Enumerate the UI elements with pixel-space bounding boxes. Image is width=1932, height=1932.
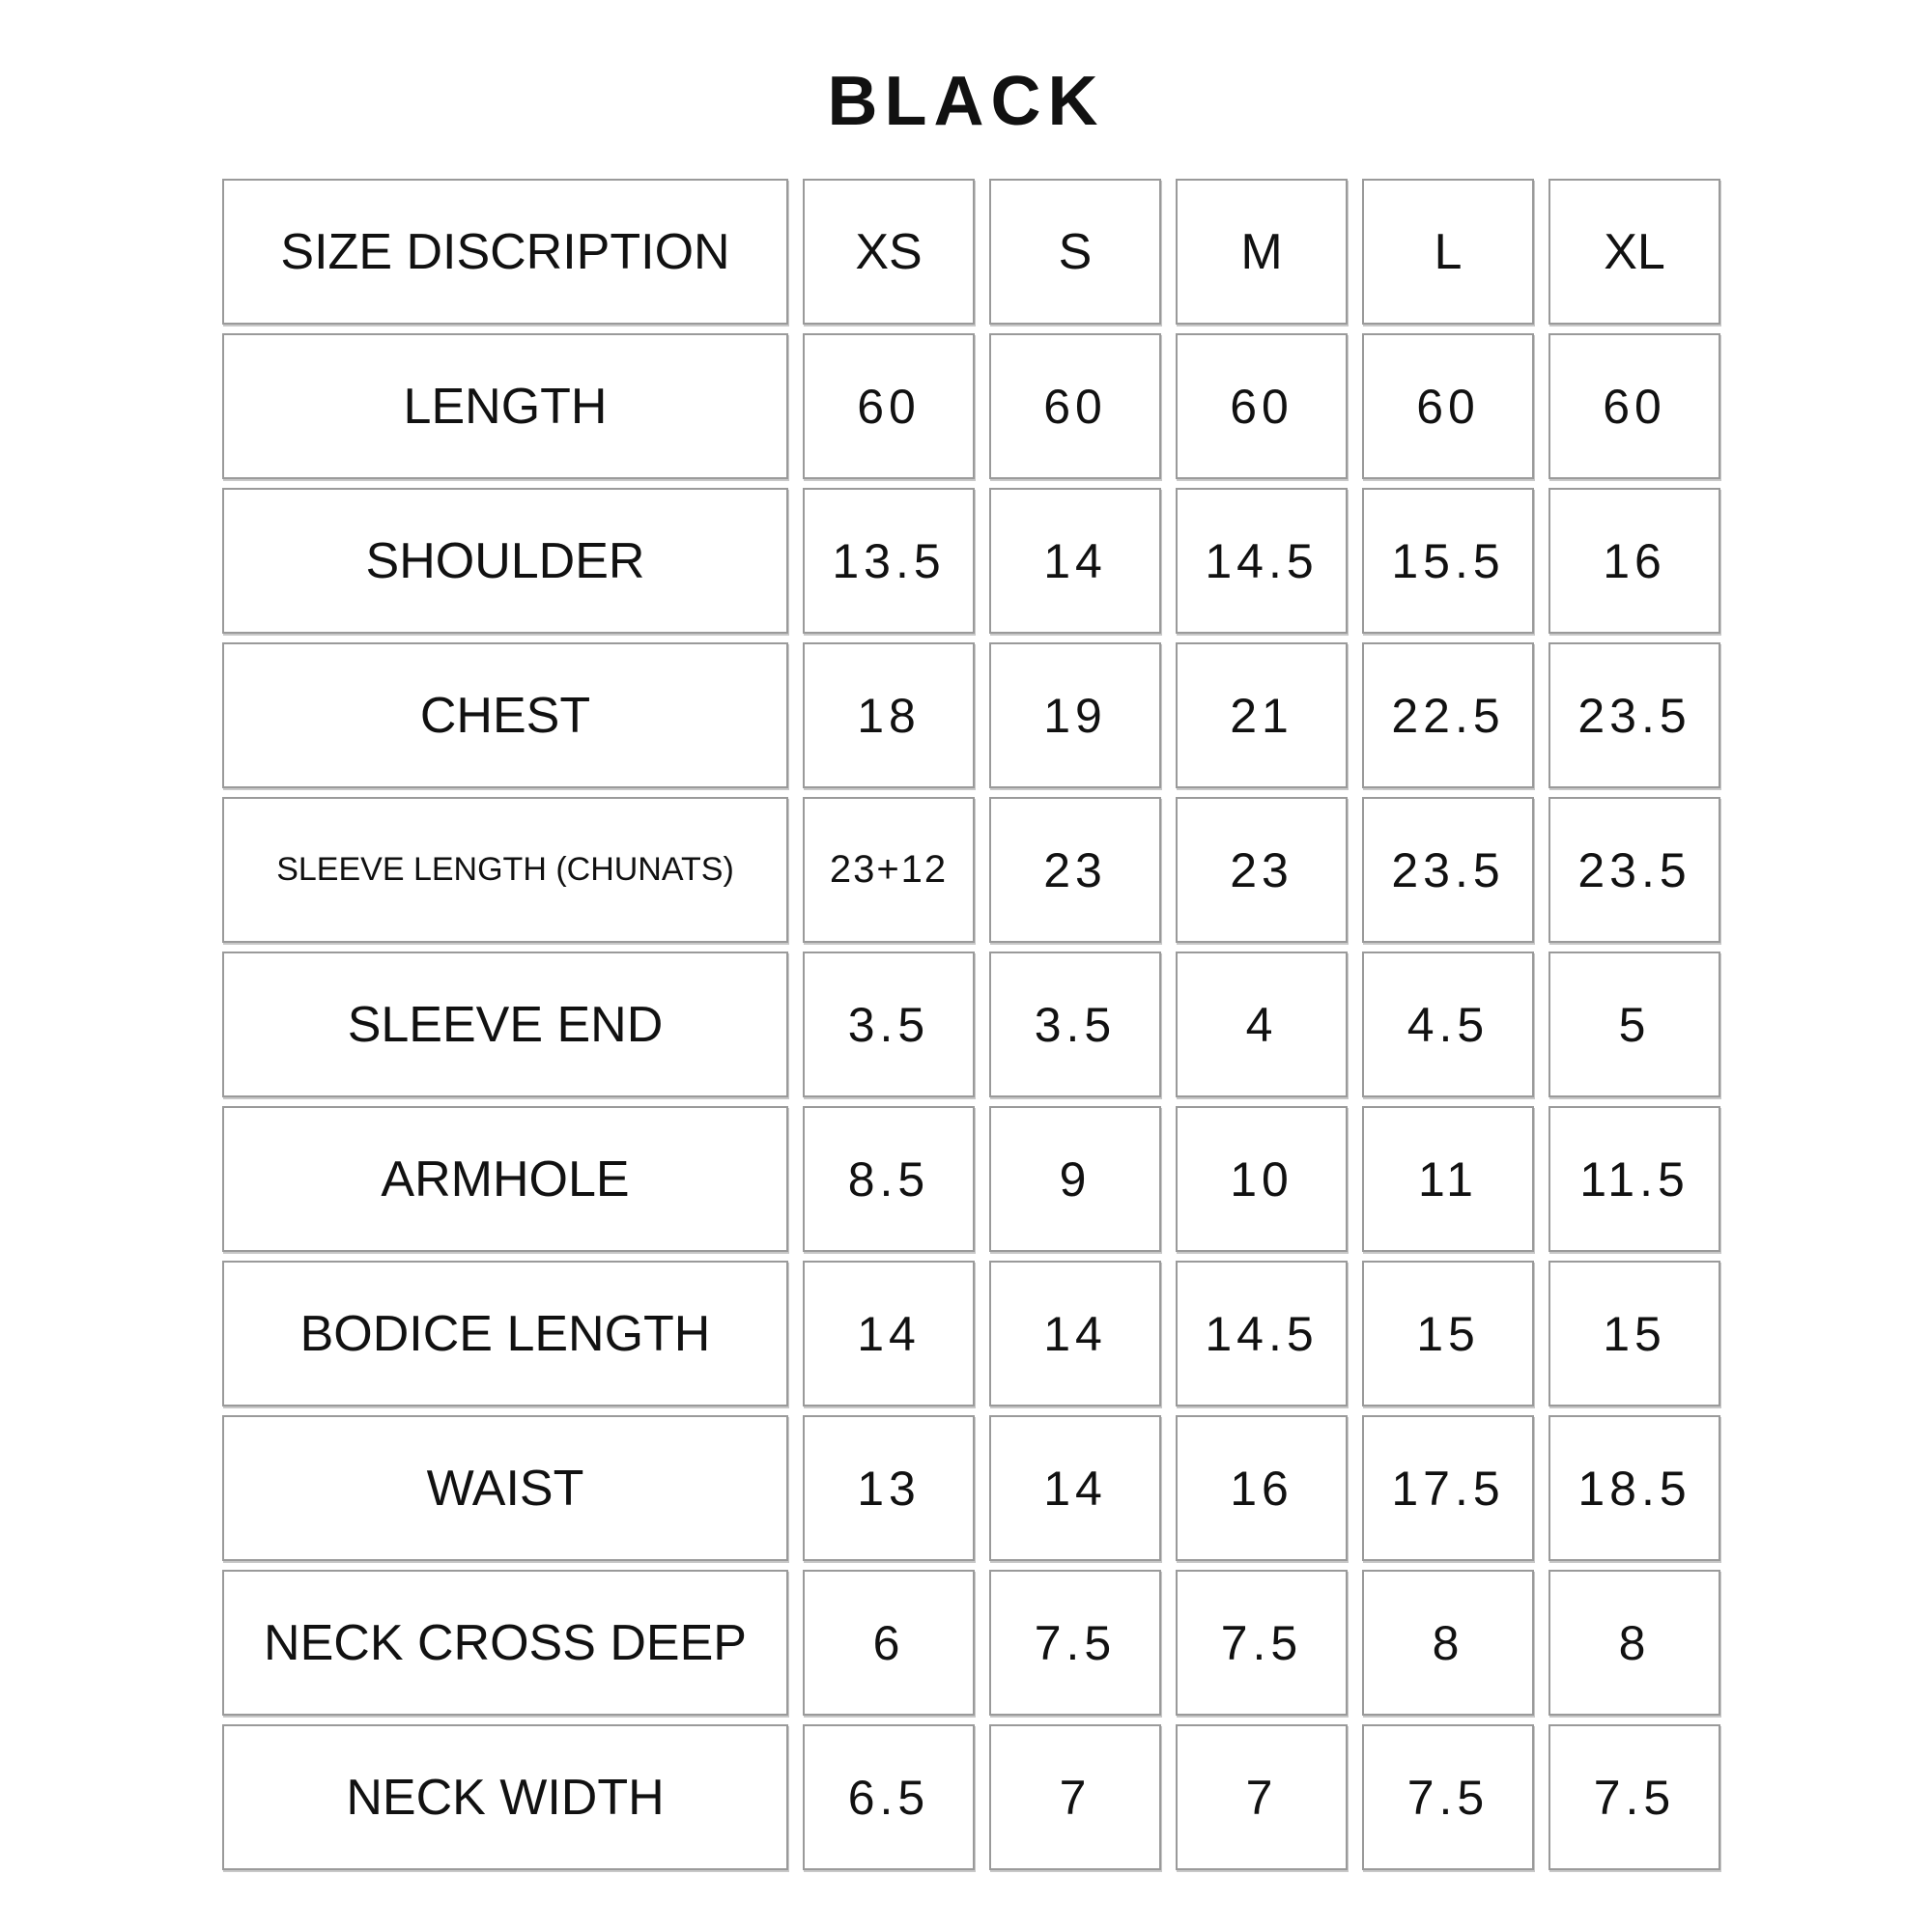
value-cell: 7.5 — [1176, 1570, 1348, 1716]
value-cell: 15.5 — [1362, 488, 1534, 634]
value-cell: 21 — [1176, 642, 1348, 788]
value-cell: 18 — [803, 642, 975, 788]
row-label-length: LENGTH — [222, 333, 788, 479]
row-label-chest: CHEST — [222, 642, 788, 788]
header-size-l: L — [1362, 179, 1534, 325]
value-cell: 14 — [989, 1261, 1161, 1406]
value-cell: 7.5 — [1362, 1724, 1534, 1870]
value-cell: 15 — [1362, 1261, 1534, 1406]
value-cell: 14.5 — [1176, 1261, 1348, 1406]
row-label-neck-cross-deep: NECK CROSS DEEP — [222, 1570, 788, 1716]
value-cell: 5 — [1548, 952, 1720, 1097]
value-cell: 3.5 — [989, 952, 1161, 1097]
value-cell: 22.5 — [1362, 642, 1534, 788]
value-cell: 11.5 — [1548, 1106, 1720, 1252]
value-cell: 23 — [989, 797, 1161, 943]
value-cell: 13.5 — [803, 488, 975, 634]
value-cell: 23+12 — [803, 797, 975, 943]
value-cell: 60 — [1176, 333, 1348, 479]
row-label-armhole: ARMHOLE — [222, 1106, 788, 1252]
value-cell: 16 — [1548, 488, 1720, 634]
value-cell: 6 — [803, 1570, 975, 1716]
value-cell: 19 — [989, 642, 1161, 788]
row-label-shoulder: SHOULDER — [222, 488, 788, 634]
header-size-xl: XL — [1548, 179, 1720, 325]
value-cell: 23 — [1176, 797, 1348, 943]
value-cell: 60 — [803, 333, 975, 479]
value-cell: 17.5 — [1362, 1415, 1534, 1561]
value-cell: 60 — [1548, 333, 1720, 479]
value-cell: 8.5 — [803, 1106, 975, 1252]
value-cell: 4.5 — [1362, 952, 1534, 1097]
value-cell: 7.5 — [1548, 1724, 1720, 1870]
value-cell: 23.5 — [1548, 642, 1720, 788]
value-cell: 13 — [803, 1415, 975, 1561]
value-cell: 23.5 — [1362, 797, 1534, 943]
value-cell: 23.5 — [1548, 797, 1720, 943]
value-cell: 14 — [803, 1261, 975, 1406]
row-label-sleeve-end: SLEEVE END — [222, 952, 788, 1097]
value-cell: 6.5 — [803, 1724, 975, 1870]
value-cell: 9 — [989, 1106, 1161, 1252]
value-cell: 60 — [1362, 333, 1534, 479]
row-label-neck-width: NECK WIDTH — [222, 1724, 788, 1870]
value-cell: 8 — [1362, 1570, 1534, 1716]
header-size-m: M — [1176, 179, 1348, 325]
value-cell: 14 — [989, 488, 1161, 634]
row-label-sleeve-length: SLEEVE LENGTH (CHUNATS) — [222, 797, 788, 943]
value-cell: 8 — [1548, 1570, 1720, 1716]
value-cell: 16 — [1176, 1415, 1348, 1561]
value-cell: 7 — [1176, 1724, 1348, 1870]
value-cell: 14.5 — [1176, 488, 1348, 634]
header-size-xs: XS — [803, 179, 975, 325]
value-cell: 3.5 — [803, 952, 975, 1097]
value-cell: 14 — [989, 1415, 1161, 1561]
value-cell: 18.5 — [1548, 1415, 1720, 1561]
value-cell: 4 — [1176, 952, 1348, 1097]
size-chart-table — [222, 179, 1720, 1870]
value-cell: 7 — [989, 1724, 1161, 1870]
value-cell: 11 — [1362, 1106, 1534, 1252]
row-label-waist: WAIST — [222, 1415, 788, 1561]
value-cell: 60 — [989, 333, 1161, 479]
value-cell: 15 — [1548, 1261, 1720, 1406]
value-cell: 10 — [1176, 1106, 1348, 1252]
row-label-bodice-length: BODICE LENGTH — [222, 1261, 788, 1406]
header-size-s: S — [989, 179, 1161, 325]
page-title: BLACK — [827, 63, 1105, 140]
value-cell: 7.5 — [989, 1570, 1161, 1716]
header-label-cell: SIZE DISCRIPTION — [222, 179, 788, 325]
